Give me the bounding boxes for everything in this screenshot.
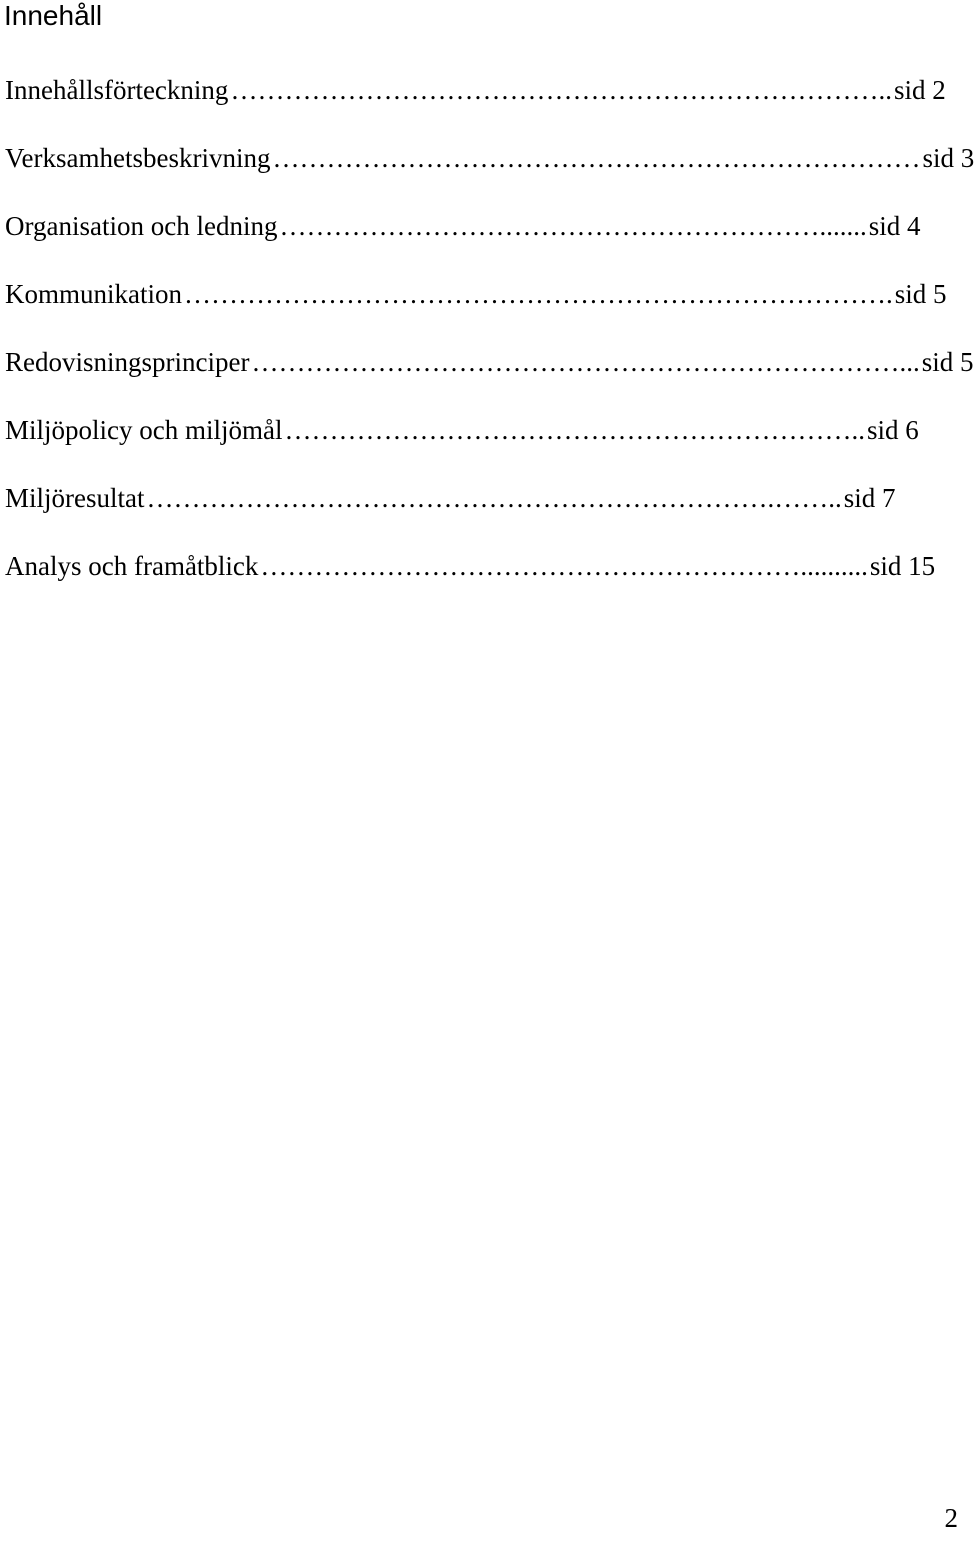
- toc-entry: [5, 208, 921, 276]
- toc-page-ref: sid 4: [868, 211, 921, 241]
- table-of-contents: [5, 72, 974, 616]
- toc-dot-leader: ………………………………………………………………...: [251, 347, 920, 377]
- toc-entry: [5, 344, 974, 412]
- toc-page-ref: sid 15: [869, 551, 936, 581]
- toc-page-ref: sid 3: [922, 143, 974, 173]
- toc-dot-leader: …………………………………………………………………….: [184, 279, 893, 309]
- toc-dot-leader: …………………………………………………….......: [279, 211, 867, 241]
- toc-dot-leader: ……………………………………………………..........: [260, 551, 868, 581]
- toc-dot-leader: ………………………………………………………………..: [230, 75, 892, 105]
- toc-entry-label: Analys och framåtblick: [5, 551, 259, 581]
- toc-dot-leader: ………………………………………………………………: [272, 143, 921, 173]
- toc-entry-label: Redovisningsprinciper: [5, 347, 250, 377]
- toc-entry-label: Kommunikation: [5, 279, 182, 309]
- toc-entry-label: Miljöpolicy och miljömål: [5, 415, 283, 445]
- toc-page-ref: sid 7: [843, 483, 896, 513]
- toc-entry: [5, 140, 974, 208]
- toc-entry: [5, 480, 896, 548]
- toc-page-ref: sid 5: [894, 279, 947, 309]
- toc-entry-label: Organisation och ledning: [5, 211, 278, 241]
- toc-entry: [5, 412, 919, 480]
- toc-entry-label: Innehållsförteckning: [5, 75, 229, 105]
- toc-entry-label: Verksamhetsbeskrivning: [5, 143, 271, 173]
- toc-dot-leader: …………………………………………………………….……..: [146, 483, 842, 513]
- toc-page-ref: sid 2: [893, 75, 946, 105]
- toc-entry: [5, 72, 946, 140]
- toc-dot-leader: ………………………………………………………..: [284, 415, 865, 445]
- toc-page-ref: sid 5: [921, 347, 974, 377]
- toc-entry: [5, 548, 936, 616]
- page-title: Innehåll: [4, 0, 103, 31]
- toc-entry: [5, 276, 947, 344]
- page-number: 2: [944, 1503, 958, 1533]
- toc-entry-label: Miljöresultat: [5, 483, 145, 513]
- toc-page-ref: sid 6: [866, 415, 919, 445]
